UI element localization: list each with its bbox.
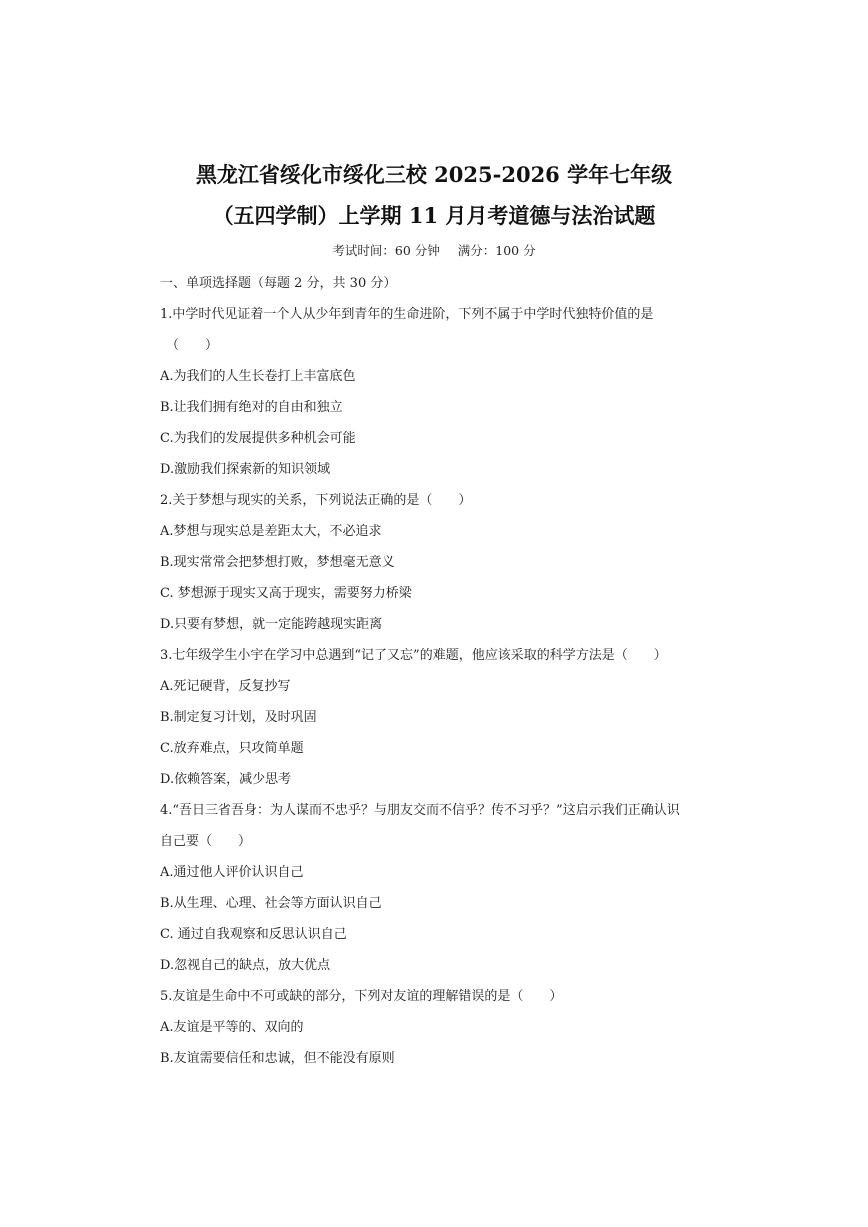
question-4-option-d: D.忽视自己的缺点，放大优点 <box>160 958 331 973</box>
question-5-option-b: B.友谊需要信任和忠诚，但不能没有原则 <box>160 1051 395 1066</box>
exam-title-line-2: （五四学制）上学期 11 月月考道德与法治试题 <box>212 203 656 228</box>
exam-title-line-1: 黑龙江省绥化市绥化三校 2025-2026 学年七年级 <box>195 162 673 187</box>
question-2-option-d: D.只要有梦想，就一定能跨越现实距离 <box>160 617 383 632</box>
question-4-option-b: B.从生理、心理、社会等方面认识自己 <box>160 896 382 911</box>
question-3-option-a: A.死记硬背，反复抄写 <box>160 679 291 694</box>
full-score: 满分：100 分 <box>457 243 536 258</box>
question-2-option-a: A.梦想与现实总是差距太大，不必追求 <box>160 524 382 539</box>
question-3-option-b: B.制定复习计划，及时巩固 <box>160 710 317 725</box>
question-2-stem: 2.关于梦想与现实的关系，下列说法正确的是（ ） <box>160 493 472 508</box>
question-5-option-a: A.友谊是平等的、双向的 <box>160 1020 304 1035</box>
question-4-stem: 4.“吾日三省吾身：为人谋而不忠乎？与朋友交而不信乎？传不习乎？”这启示我们正确认识 <box>160 803 680 818</box>
section-heading: 一、单项选择题（每题 2 分，共 30 分） <box>160 276 397 291</box>
question-1-option-d: D.激励我们探索新的知识领域 <box>160 462 331 477</box>
question-2-option-c: C. 梦想源于现实又高于现实，需要努力桥梁 <box>160 586 412 601</box>
exam-time: 考试时间：60 分钟 <box>332 243 440 258</box>
question-4-stem-cont: 自己要（ ） <box>160 834 252 849</box>
exam-meta <box>0 242 868 260</box>
question-2-option-b: B.现实常常会把梦想打败，梦想毫无意义 <box>160 555 395 570</box>
question-3-option-d: D.依赖答案，减少思考 <box>160 772 292 787</box>
question-4-option-c: C. 通过自我观察和反思认识自己 <box>160 927 347 942</box>
question-1-option-a: A.为我们的人生长卷打上丰富底色 <box>160 369 356 384</box>
question-5-stem: 5.友谊是生命中不可或缺的部分，下列对友谊的理解错误的是（ ） <box>160 989 563 1004</box>
question-3-option-c: C.放弃难点，只攻简单题 <box>160 741 304 756</box>
question-4-option-a: A.通过他人评价认识自己 <box>160 865 304 880</box>
question-1-stem: 1.中学时代见证着一个人从少年到青年的生命进阶，下列不属于中学时代独特价值的是 <box>160 307 654 322</box>
question-1-option-b: B.让我们拥有绝对的自由和独立 <box>160 400 343 415</box>
question-1-stem-cont: （ ） <box>166 338 219 353</box>
question-1-option-c: C.为我们的发展提供多种机会可能 <box>160 431 356 446</box>
question-3-stem: 3.七年级学生小宇在学习中总遇到“记了又忘”的难题，他应该采取的科学方法是（ ） <box>160 648 667 663</box>
exam-content <box>160 268 720 1074</box>
